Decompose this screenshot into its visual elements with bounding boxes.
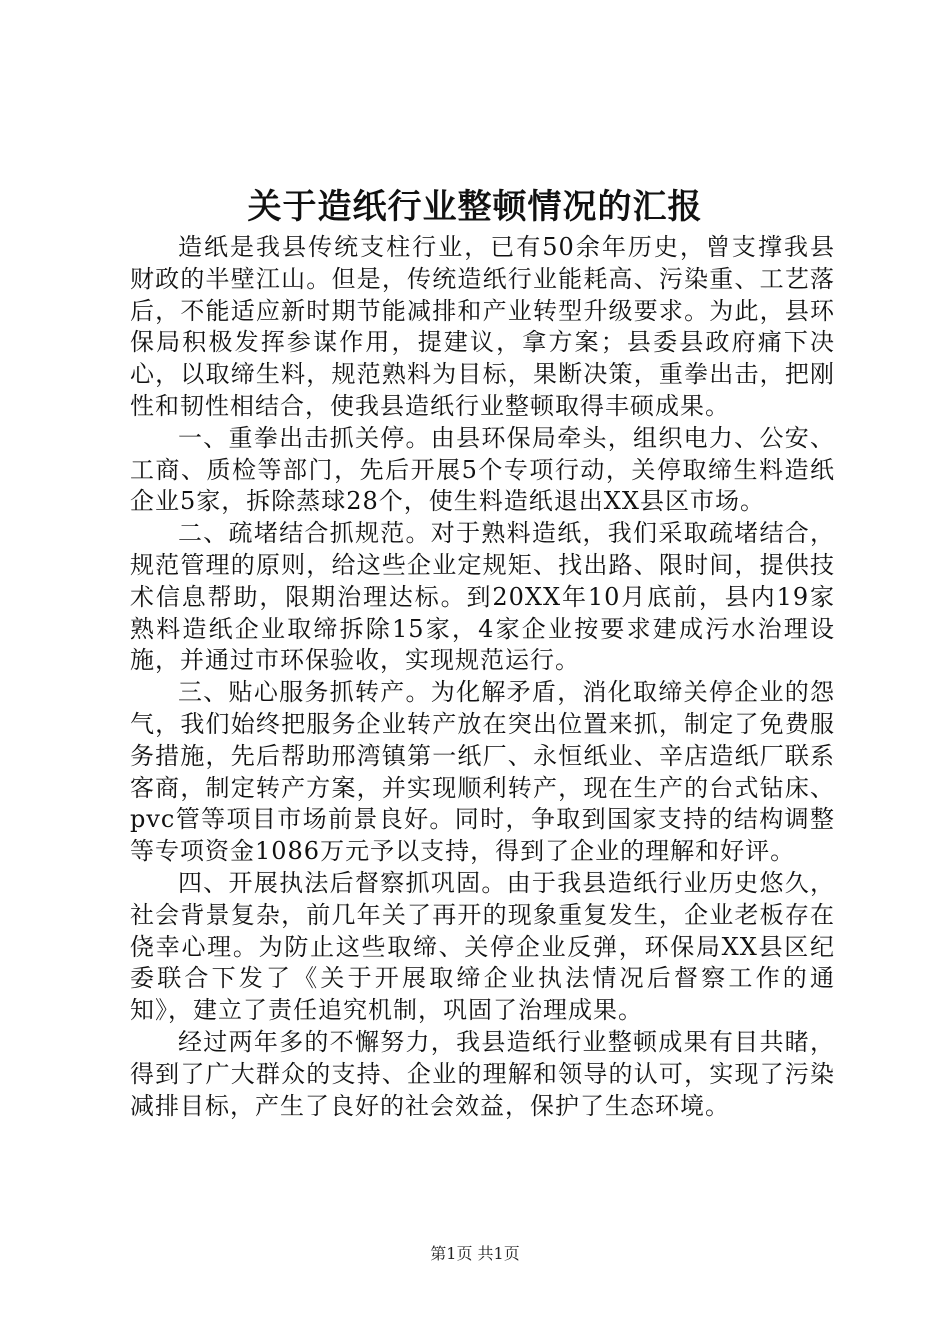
page-number-footer: 第1页 共1页 xyxy=(430,1244,520,1263)
document-title: 关于造纸行业整顿情况的汇报 xyxy=(247,187,703,227)
paragraph-section-1: 一、重拳出击抓关停。由县环保局牵头，组织电力、公安、工商、质检等部门，先后开展5个专项行动，关停取缔生料造纸企业5家，拆除蒸球28个，使生料造纸退出XX县区市场。 xyxy=(130,423,835,516)
paragraph-section-4: 四、开展执法后督察抓巩固。由于我县造纸行业历史悠久，社会背景复杂，前几年关了再开的现象重复发生，企业老板存在侥幸心理。为防止这些取缔、关停企业反弹，环保局XX县区纪委联合下发了《关于开展取缔企业执法情况后督察工作的通知》，建立了责任追究机制，巩固了治理成果。 xyxy=(130,868,835,1025)
paragraph-section-2: 二、疏堵结合抓规范。对于熟料造纸，我们采取疏堵结合，规范管理的原则，给这些企业定规矩、找出路、限时间，提供技术信息帮助，限期治理达标。到20XX年10月底前，县内19家熟料造纸企业取缔拆除15家，4家企业按要求建成污水治理设施，并通过市环保验收，实现规范运行。 xyxy=(130,519,835,675)
paragraph-section-3: 三、贴心服务抓转产。为化解矛盾，消化取缔关停企业的怨气，我们始终把服务企业转产放在突出位置来抓，制定了免费服务措施，先后帮助邢湾镇第一纸厂、永恒纸业、辛店造纸厂联系客商，制定转产方案，并实现顺利转产，现在生产的台式钻床、pvc管等项目市场前景良好。同时，争取到国家支持的结构调整等专项资金1086万元予以支持，得到了企业的理解和好评。 xyxy=(130,678,835,866)
paragraph-conclusion: 经过两年多的不懈努力，我县造纸行业整顿成果有目共睹，得到了广大群众的支持、企业的理解和领导的认可，实现了污染减排目标，产生了良好的社会效益，保护了生态环境。 xyxy=(130,1027,835,1120)
paragraph-intro: 造纸是我县传统支柱行业，已有50余年历史，曾支撑我县财政的半壁江山。但是，传统造纸行业能耗高、污染重、工艺落后，不能适应新时期节能减排和产业转型升级要求。为此，县环保局积极发挥参谋作用，提建议，拿方案；县委县政府痛下决心，以取缔生料，规范熟料为目标，果断决策，重拳出击，把刚性和韧性相结合，使我县造纸行业整顿取得丰硕成果。 xyxy=(130,233,835,420)
document-body xyxy=(130,232,835,1122)
